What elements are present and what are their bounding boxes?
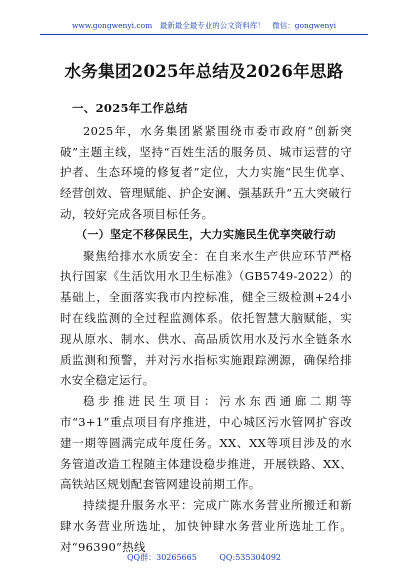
- footer-qq: QQ:535304092: [219, 553, 281, 562]
- page-footer: [0, 552, 408, 563]
- document-title: 水务集团2025年总结及2026年思路: [64, 62, 344, 81]
- water-quality-paragraph: 聚焦给排水水质安全：在自来水生产供应环节严格执行国家《生活饮用水卫生标准》（GB5749-2022）的基础上，全面落实我市内控标准，健全三级检测+24小时在线监测的全过程监测体系。依托智慧大脑赋能，实现从原水、制水、供水、高品质饮用水及污水全链条水质监测和预警，并对污水指标实施跟踪溯源，确保给排水安全稳定运行。: [60, 248, 352, 388]
- projects-paragraph: 稳步推进民生项目：污水东西通廊二期等市“3+1”重点项目有序推进，中心城区污水管网扩容改建一期等圆满完成年度任务。XX、XX等项目涉及的水务管道改造工程随主体建设稳步推进，开展铁路、XX、高铁站区规划配套管网建设前期工作。: [60, 394, 352, 492]
- document-body: [60, 98, 352, 558]
- footer-qq-group: QQ群：30265665: [126, 553, 197, 562]
- header-text: www.gongwenyi.com 最新最全最专业的公文资料库！ 微信：gongwenyi: [71, 21, 336, 30]
- header-divider: [40, 34, 368, 35]
- subsection-heading: （一）坚定不移保民生，大力实施民生优享突破行动: [76, 227, 336, 241]
- page-header: [0, 20, 408, 31]
- service-paragraph: 持续提升服务水平：完成广陈水务营业所搬迁和新肆水务营业所选址，加快钟肆水务营业所选址工作。对“96390”热线: [60, 498, 352, 554]
- intro-paragraph: 2025年，水务集团紧紧围绕市委市政府“创新突破”主题主线，坚持“百姓生活的服务员、城市运营的守护者、生态环境的修复者”定位，大力实施“民生优享、经营创效、管理赋能、护企安澜、强基跃升”五大突破行动，较好完成各项目标任务。: [60, 123, 352, 221]
- section-heading: 一、2025年工作总结: [72, 101, 188, 115]
